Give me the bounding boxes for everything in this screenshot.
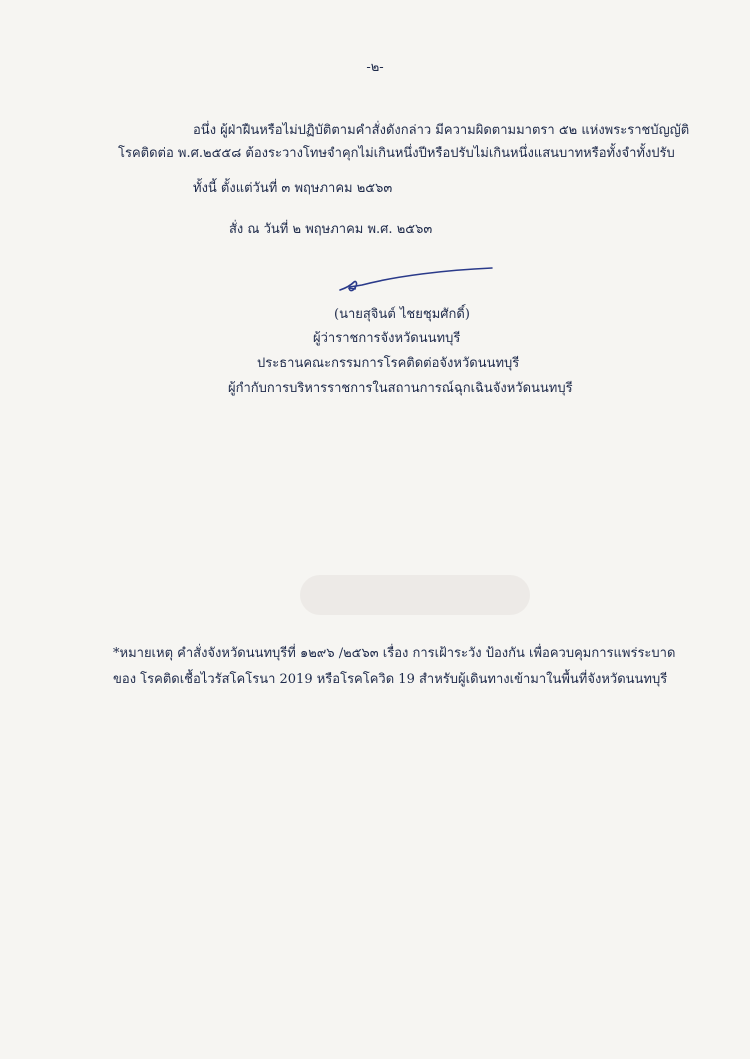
signatory-title-emergency-supervisor: ผู้กำกับการบริหารราชการในสถานการณ์ฉุกเฉินจังหวัดนนทบุรี bbox=[228, 381, 573, 396]
footnote-line-2: ของ โรคติดเชื้อไวรัสโคโรนา 2019 หรือโรคโควิด 19 สำหรับผู้เดินทางเข้ามาในพื้นที่จังหวัดนนทบุรี bbox=[113, 672, 668, 687]
footnote-line-1: *หมายเหตุ คำสั่งจังหวัดนนทบุรีที่ ๑๒๙๖ /๒๕๖๓ เรื่อง การเฝ้าระวัง ป้องกัน เพื่อควบคุมการแพร่ระบาด bbox=[113, 646, 676, 661]
signatory-title-governor: ผู้ว่าราชการจังหวัดนนทบุรี bbox=[313, 331, 461, 346]
signatory-title-committee-chair: ประธานคณะกรรมการโรคติดต่อจังหวัดนนทบุรี bbox=[257, 356, 520, 371]
handwritten-signature bbox=[336, 258, 496, 300]
paper-smudge bbox=[300, 575, 530, 615]
body-line-2: โรคติดต่อ พ.ศ.๒๕๕๘ ต้องระวางโทษจำคุกไม่เกินหนึ่งปีหรือปรับไม่เกินหนึ่งแสนบาทหรือทั้งจำทั้งปรับ bbox=[118, 146, 675, 161]
page-number: -๒- bbox=[366, 60, 384, 75]
effective-date-line: ทั้งนี้ ตั้งแต่วันที่ ๓ พฤษภาคม ๒๕๖๓ bbox=[193, 181, 393, 196]
signatory-name: (นายสุจินต์ ไชยชุมศักดิ์) bbox=[334, 307, 470, 322]
body-line-1: อนึ่ง ผู้ฝ่าฝืนหรือไม่ปฏิบัติตามคำสั่งดังกล่าว มีความผิดตามมาตรา ๕๒ แห่งพระราชบัญญัติ bbox=[193, 123, 690, 138]
order-date-line: สั่ง ณ วันที่ ๒ พฤษภาคม พ.ศ. ๒๕๖๓ bbox=[229, 222, 433, 237]
